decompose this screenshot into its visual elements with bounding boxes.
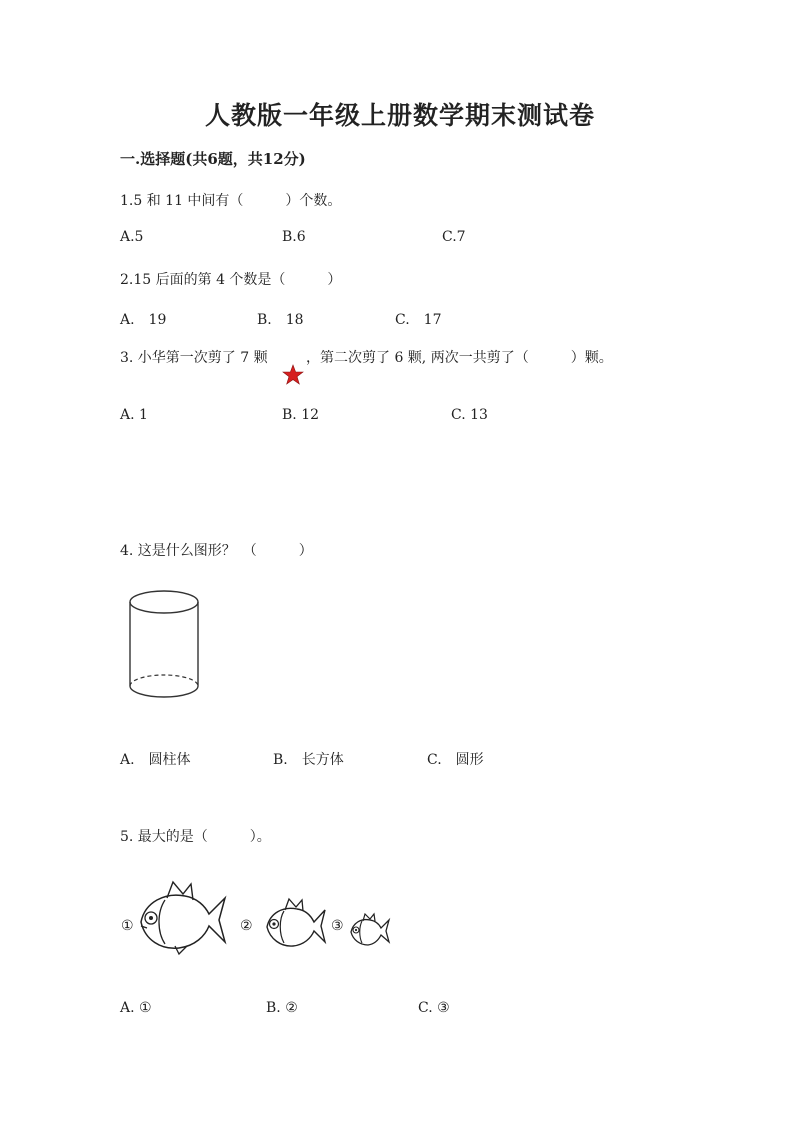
question-5-stem: 5. 最大的是（ ）。 xyxy=(120,829,271,845)
question-2-option-b: B. 18 xyxy=(257,312,304,328)
fish-medium-figure xyxy=(263,897,327,951)
question-5-option-b: B. ② xyxy=(266,1000,298,1016)
question-1-option-c: C.7 xyxy=(442,229,466,245)
question-3-option-b: B. 12 xyxy=(282,407,320,423)
question-4-option-a: A. 圆柱体 xyxy=(120,752,191,768)
question-3-stem-start: 3. 小华第一次剪了 7 颗 xyxy=(120,350,268,366)
question-4-option-c: C. 圆形 xyxy=(427,752,484,768)
question-2-option-c: C. 17 xyxy=(395,312,442,328)
fish-label-3: ③ xyxy=(331,918,344,934)
fish-label-1: ① xyxy=(121,918,134,934)
question-4-stem: 4. 这是什么图形？ （ ） xyxy=(120,543,313,559)
page-title: 人教版一年级上册数学期末测试卷 xyxy=(204,101,595,130)
question-5-option-a: A. ① xyxy=(120,1000,152,1016)
cylinder-figure xyxy=(126,588,202,706)
question-1-option-a: A.5 xyxy=(120,229,144,245)
question-2-stem: 2.15 后面的第 4 个数是（ ） xyxy=(120,272,342,288)
fish-small-figure xyxy=(348,912,390,948)
question-3-option-a: A. 1 xyxy=(120,407,148,423)
question-2-option-a: A. 19 xyxy=(120,312,167,328)
question-1-stem: 1.5 和 11 中间有（ ）个数。 xyxy=(120,193,342,209)
question-5-option-c: C. ③ xyxy=(418,1000,450,1016)
question-1-option-b: B.6 xyxy=(282,229,306,245)
fish-large-figure xyxy=(135,880,227,956)
question-3-option-c: C. 13 xyxy=(451,407,488,423)
question-3-stem-end: ，第二次剪了 6 颗, 两次一共剪了（ ）颗。 xyxy=(306,350,613,366)
fish-label-2: ② xyxy=(240,918,253,934)
red-star-icon xyxy=(282,364,304,386)
section-heading: 一.选择题(共6题，共12分) xyxy=(120,150,306,168)
question-4-option-b: B. 长方体 xyxy=(273,752,344,768)
